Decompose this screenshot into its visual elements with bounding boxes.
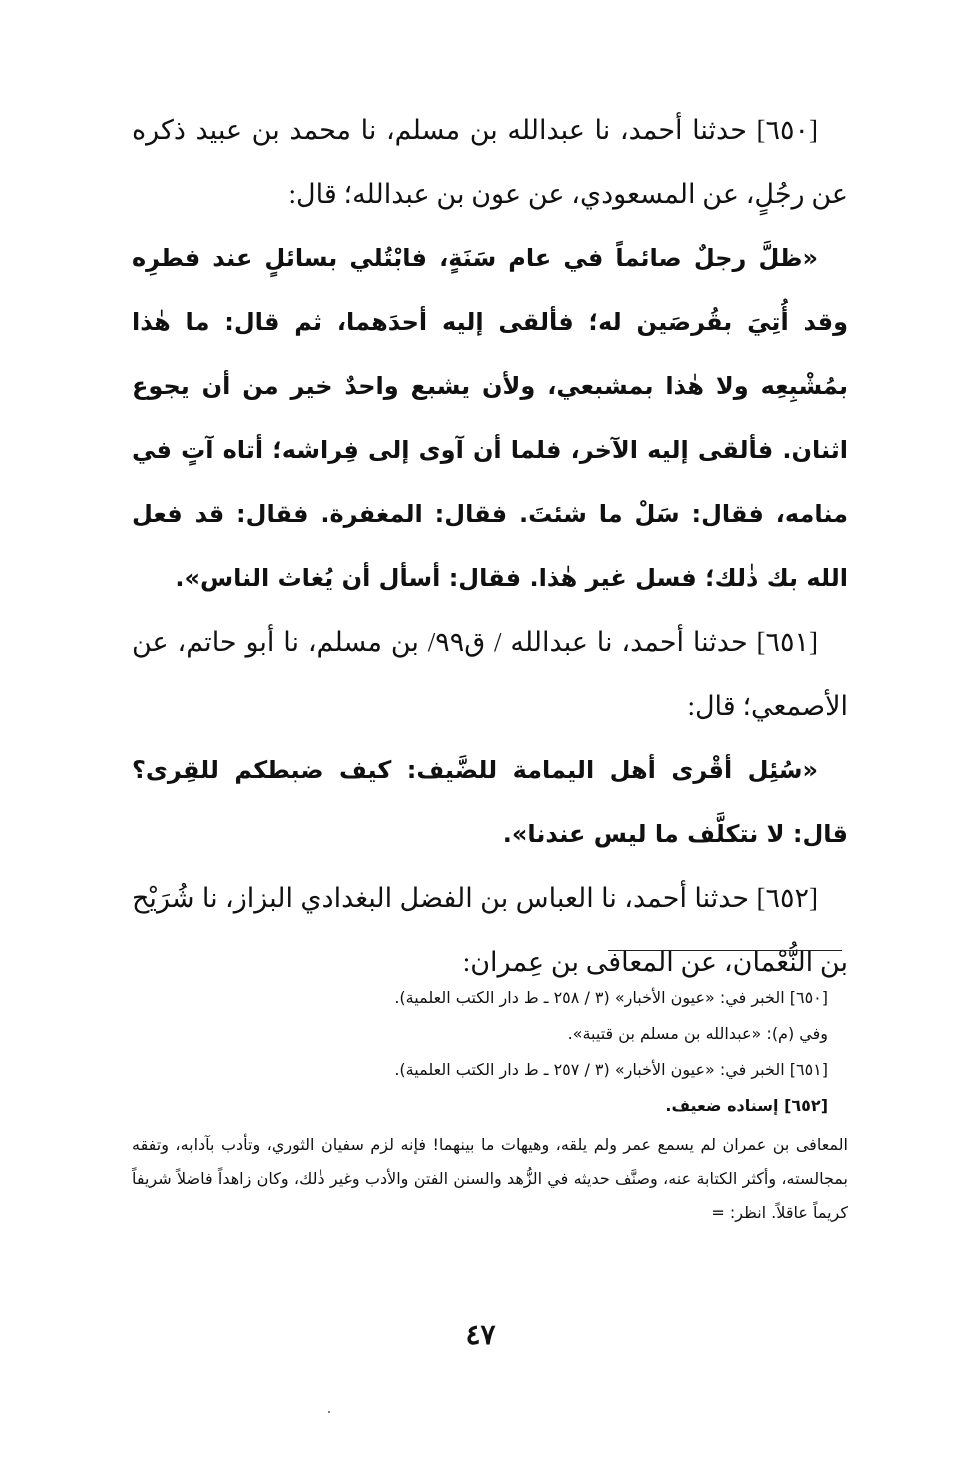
- footnote-651: [٦٥١] الخبر في: «عيون الأخبار» (٣ / ٢٥٧ ـ ط دار الكتب العلمية).: [394, 1060, 828, 1079]
- footnotes: [132, 980, 848, 1230]
- footnote-650-variant: وفي (م): «عبدالله بن مسلم بن قتيبة».: [567, 1024, 828, 1043]
- footnote-652: [٦٥٢] إسناده ضعيف.: [665, 1096, 828, 1115]
- report-650: «ظلَّ رجلٌ صائماً في عام سَنَةٍ، فابْتُلي بسائلٍ عند فطرِه وقد أُتِيَ بقُرصَين له؛ فألقى إليه أحدَهما، ثم قال: ما هٰذا بمُشْبِعِه ولا هٰذا بمشبعي، ولأن يشبع واحدٌ خير من أن يجوع اثنان. فألقى إليه الآخر، فلما أن آوى إلى فِراشه؛ أتاه آتٍ في منامه، فقال: سَلْ ما شئتَ. فقال: المغفرة. فقال: قد فعل الله بك ذٰلك؛ فسل غير هٰذا. فقال: أسأل أن يُغاث الناس».: [132, 244, 848, 592]
- scan-speck: [328, 1411, 330, 1413]
- narration-650: [٦٥٠] حدثنا أحمد، نا عبدالله بن مسلم، نا محمد بن عبيد ذكره عن رجُلٍ، عن المسعودي، عن عون بن عبدالله؛ قال:: [132, 115, 848, 209]
- footnote-652-body: المعافى بن عمران لم يسمع عمر ولم يلقه، وهيهات ما بينهما! فإنه لزم سفيان الثوري، وتأدب بآدابه، وتفقه بمجالسته، وأكثر الكتابة عنه، وصنَّف حديثه في الزُّهد والسنن الفتن والأدب وغير ذٰلك، وكان زاهداً فاضلاً شريفاً كريماً عاقلاً. انظر: =: [132, 1135, 848, 1222]
- footnote-650: [٦٥٠] الخبر في: «عيون الأخبار» (٣ / ٢٥٨ ـ ط دار الكتب العلمية).: [394, 988, 828, 1007]
- page-number: ٤٧: [465, 1318, 496, 1351]
- narration-652: [٦٥٢] حدثنا أحمد، نا العباس بن الفضل البغدادي البزاز، نا شُرَيْح بن النُّعْمان، عن المعافى بن عِمران:: [132, 883, 848, 977]
- footnote-separator: [608, 950, 842, 951]
- narration-651: [٦٥١] حدثنا أحمد، نا عبدالله / ق٩٩/ بن مسلم، نا أبو حاتم، عن الأصمعي؛ قال:: [132, 627, 848, 721]
- report-651: «سُئِل أقْرى أهل اليمامة للضَّيف: كيف ضبطكم للقِرى؟ قال: لا نتكلَّف ما ليس عندنا».: [132, 756, 848, 848]
- main-text: [132, 98, 848, 994]
